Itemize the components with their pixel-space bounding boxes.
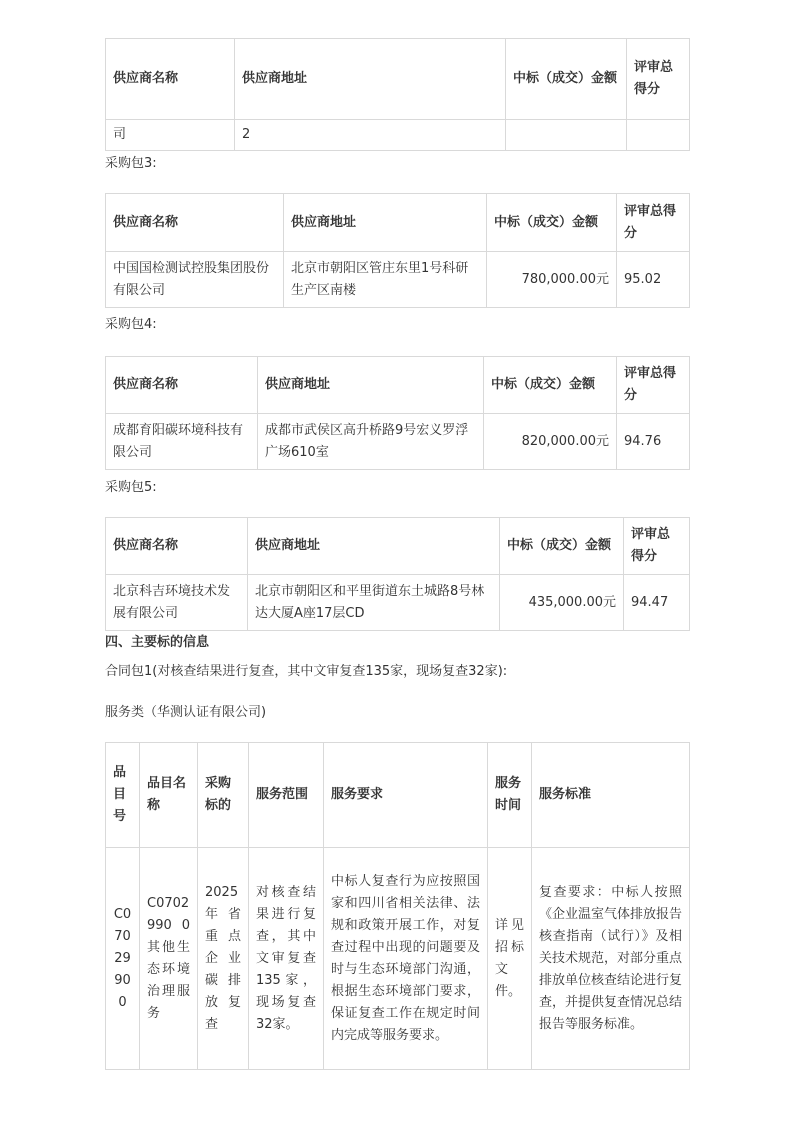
cell-total-score [627,120,690,151]
table-row [106,252,690,308]
header-supplier-address: 供应商地址 [258,357,484,414]
supplier-table-pkg5 [105,517,690,631]
header-supplier-name: 供应商名称 [106,357,258,414]
cell-award-amount: 435,000.00元 [500,575,624,631]
supplier-table-continued [105,38,690,151]
section-heading: 四、主要标的信息 [105,635,210,650]
header-total-score: 评审总得分 [617,357,690,414]
cell-award-amount: 780,000.00元 [487,252,617,308]
table-row [106,120,690,151]
cell-total-score: 95.02 [617,252,690,308]
cell-award-amount [506,120,627,151]
main-subject-table [105,742,690,1070]
cell-supplier-name: 中国国检测试控股集团股份有限公司 [106,252,284,308]
package-5-label: 采购包5: [105,480,157,495]
cell-total-score: 94.47 [624,575,690,631]
cell-supplier-address: 2 [235,120,506,151]
table-row [106,414,690,470]
header-award-amount: 中标（成交）金额 [487,194,617,252]
header-supplier-address: 供应商地址 [284,194,487,252]
header-supplier-name: 供应商名称 [106,518,248,575]
package-4-label: 采购包4: [105,317,157,332]
cell-item-code: C07029900 [106,848,140,1070]
header-procurement-subject: 采购标的 [198,743,249,848]
header-item-name: 品目名称 [140,743,198,848]
header-supplier-address: 供应商地址 [235,39,506,120]
cell-supplier-address: 成都市武侯区高升桥路9号宏义罗浮广场610室 [258,414,484,470]
table-header-row [106,518,690,575]
header-supplier-address: 供应商地址 [248,518,500,575]
header-service-time: 服务时间 [488,743,532,848]
table-header-row [106,357,690,414]
cell-service-standard: 复查要求：中标人按照《企业温室气体排放报告核查指南（试行）》及相关技术规范，对部分重点排放单位核查结论进行复查，并提供复查情况总结报告等服务标准。 [532,848,690,1070]
cell-supplier-name: 北京科吉环境技术发展有限公司 [106,575,248,631]
service-category-text: 服务类（华测认证有限公司) [105,705,267,720]
cell-supplier-address: 北京市朝阳区和平里街道东土城路8号林达大厦A座17层CD [248,575,500,631]
cell-procurement-subject: 2025年省重点企业碳排放复查 [198,848,249,1070]
header-total-score: 评审总得分 [627,39,690,120]
header-service-standard: 服务标准 [532,743,690,848]
header-award-amount: 中标（成交）金额 [484,357,617,414]
header-item-code: 品目号 [106,743,140,848]
header-total-score: 评审总得分 [624,518,690,575]
table-header-row [106,194,690,252]
cell-award-amount: 820,000.00元 [484,414,617,470]
supplier-table-pkg3 [105,193,690,308]
supplier-table-pkg4 [105,356,690,470]
cell-total-score: 94.76 [617,414,690,470]
cell-service-requirements: 中标人复查行为应按照国家和四川省相关法律、法规和政策开展工作，对复查过程中出现的问题要及时与生态环境部门沟通，根据生态环境部门要求，保证复查工作在规定时间内完成等服务要求。 [324,848,488,1070]
header-supplier-name: 供应商名称 [106,194,284,252]
table-row [106,575,690,631]
header-award-amount: 中标（成交）金额 [506,39,627,120]
header-total-score: 评审总得分 [617,194,690,252]
contract-package-text: 合同包1(对核查结果进行复查，其中文审复查135家，现场复查32家): [105,664,508,679]
table-header-row [106,39,690,120]
cell-supplier-name: 成都育阳碳环境科技有限公司 [106,414,258,470]
cell-supplier-name: 司 [106,120,235,151]
header-supplier-name: 供应商名称 [106,39,235,120]
package-3-label: 采购包3: [105,156,157,171]
header-service-requirements: 服务要求 [324,743,488,848]
table-header-row [106,743,690,848]
cell-item-name: C0702990 0其他生态环境治理服务 [140,848,198,1070]
header-award-amount: 中标（成交）金额 [500,518,624,575]
cell-service-scope: 对核查结果进行复查，其中文审复查135家，现场复查32家。 [249,848,324,1070]
cell-supplier-address: 北京市朝阳区管庄东里1号科研生产区南楼 [284,252,487,308]
cell-service-time: 详见招标文件。 [488,848,532,1070]
table-row [106,848,690,1070]
header-service-scope: 服务范围 [249,743,324,848]
